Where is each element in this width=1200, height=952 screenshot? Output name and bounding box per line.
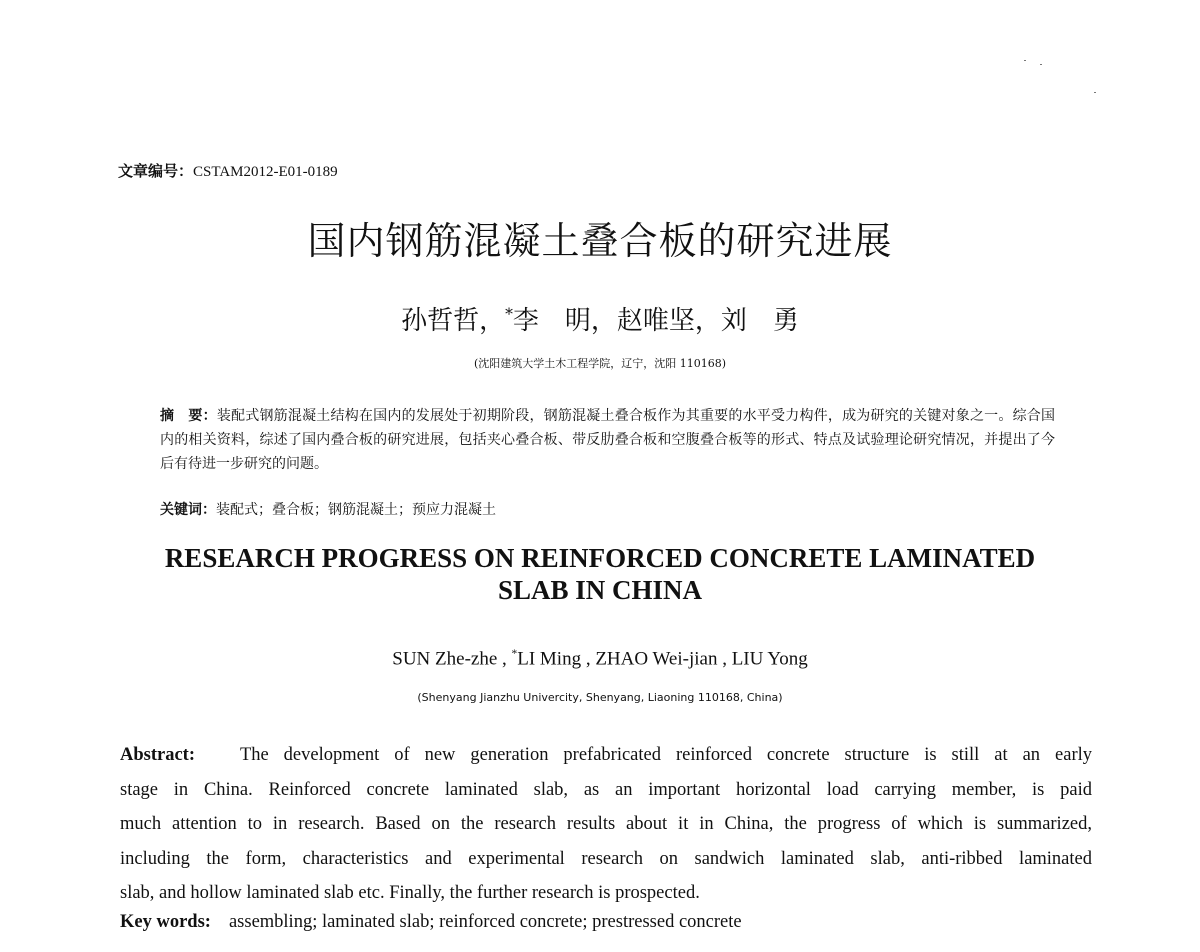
chinese-first-author: 孙哲哲，: [401, 306, 506, 336]
english-title-line-1: RESEARCH PROGRESS ON REINFORCED CONCRETE LAMINATED: [164, 543, 1036, 573]
english-title-line-2: SLAB IN CHINA: [497, 575, 703, 605]
english-abstract-line: [120, 738, 1092, 773]
english-title: [0, 542, 1200, 606]
article-number-value: CSTAM2012-E01-0189: [193, 164, 338, 180]
chinese-abstract-text: 装配式钢筋混凝土结构在国内的发展处于初期阶段，钢筋混凝土叠合板作为其重要的水平受力构件，成为研究的关键对象之一。综合国内的相关资料，综述了国内叠合板的研究进展，包括夹心叠合板、带反肋叠合板和空腹叠合板等的形式、特点及试验理论研究情况，并提出了今后有待进一步研究的问题。: [160, 408, 1056, 472]
corresponding-author-marker: *: [505, 305, 513, 324]
english-keywords-label: Key words:: [120, 912, 211, 932]
english-abstract: [120, 738, 1092, 911]
chinese-abstract-label: 摘 要：: [160, 408, 217, 424]
article-number: [118, 160, 338, 181]
chinese-abstract: [160, 404, 1055, 476]
english-abstract-text: The development of new generation prefabricated reinforced concrete structure is still at an early: [239, 745, 1093, 765]
english-abstract-label: Abstract:: [120, 745, 196, 765]
english-other-authors: LI Ming , ZHAO Wei-jian , LIU Yong: [517, 648, 808, 670]
chinese-keywords-label: 关键词：: [160, 502, 216, 518]
scan-speck: [1094, 92, 1096, 93]
chinese-keywords: [160, 499, 496, 519]
chinese-authors: [0, 300, 1200, 337]
article-number-label: 文章编号：: [118, 162, 194, 180]
chinese-other-authors: 李 明，赵唯坚，刘 勇: [512, 306, 799, 336]
english-keywords: [120, 912, 742, 933]
scan-speck: [1040, 64, 1042, 65]
english-authors: [0, 648, 1200, 670]
english-corresponding-marker: *: [511, 648, 518, 660]
chinese-affiliation: (沈阳建筑大学土木工程学院，辽宁，沈阳 110168): [473, 357, 727, 370]
english-abstract-line: stage in China. Reinforced concrete laminated slab, as an important horizontal load carrying member, is paid: [120, 779, 1092, 800]
scan-speck: [1024, 60, 1026, 61]
english-affiliation: (Shenyang Jianzhu Univercity, Shenyang, Liaoning 110168, China): [417, 691, 783, 704]
english-abstract-line: slab, and hollow laminated slab etc. Finally, the further research is prospected.: [120, 883, 700, 903]
english-abstract-line: including the form, characteristics and experimental research on sandwich laminated slab, anti-ribbed laminated: [120, 848, 1092, 869]
english-keywords-text: assembling; laminated slab; reinforced concrete; prestressed concrete: [228, 912, 742, 932]
chinese-title: 国内钢筋混凝土叠合板的研究进展: [307, 219, 893, 263]
english-abstract-line: much attention to in research. Based on the research results about it in China, the progress of which is summarized,: [120, 814, 1092, 834]
chinese-keywords-text: 装配式；叠合板；钢筋混凝土；预应力混凝土: [216, 502, 496, 518]
english-first-author: SUN Zhe-zhe ,: [392, 648, 507, 670]
